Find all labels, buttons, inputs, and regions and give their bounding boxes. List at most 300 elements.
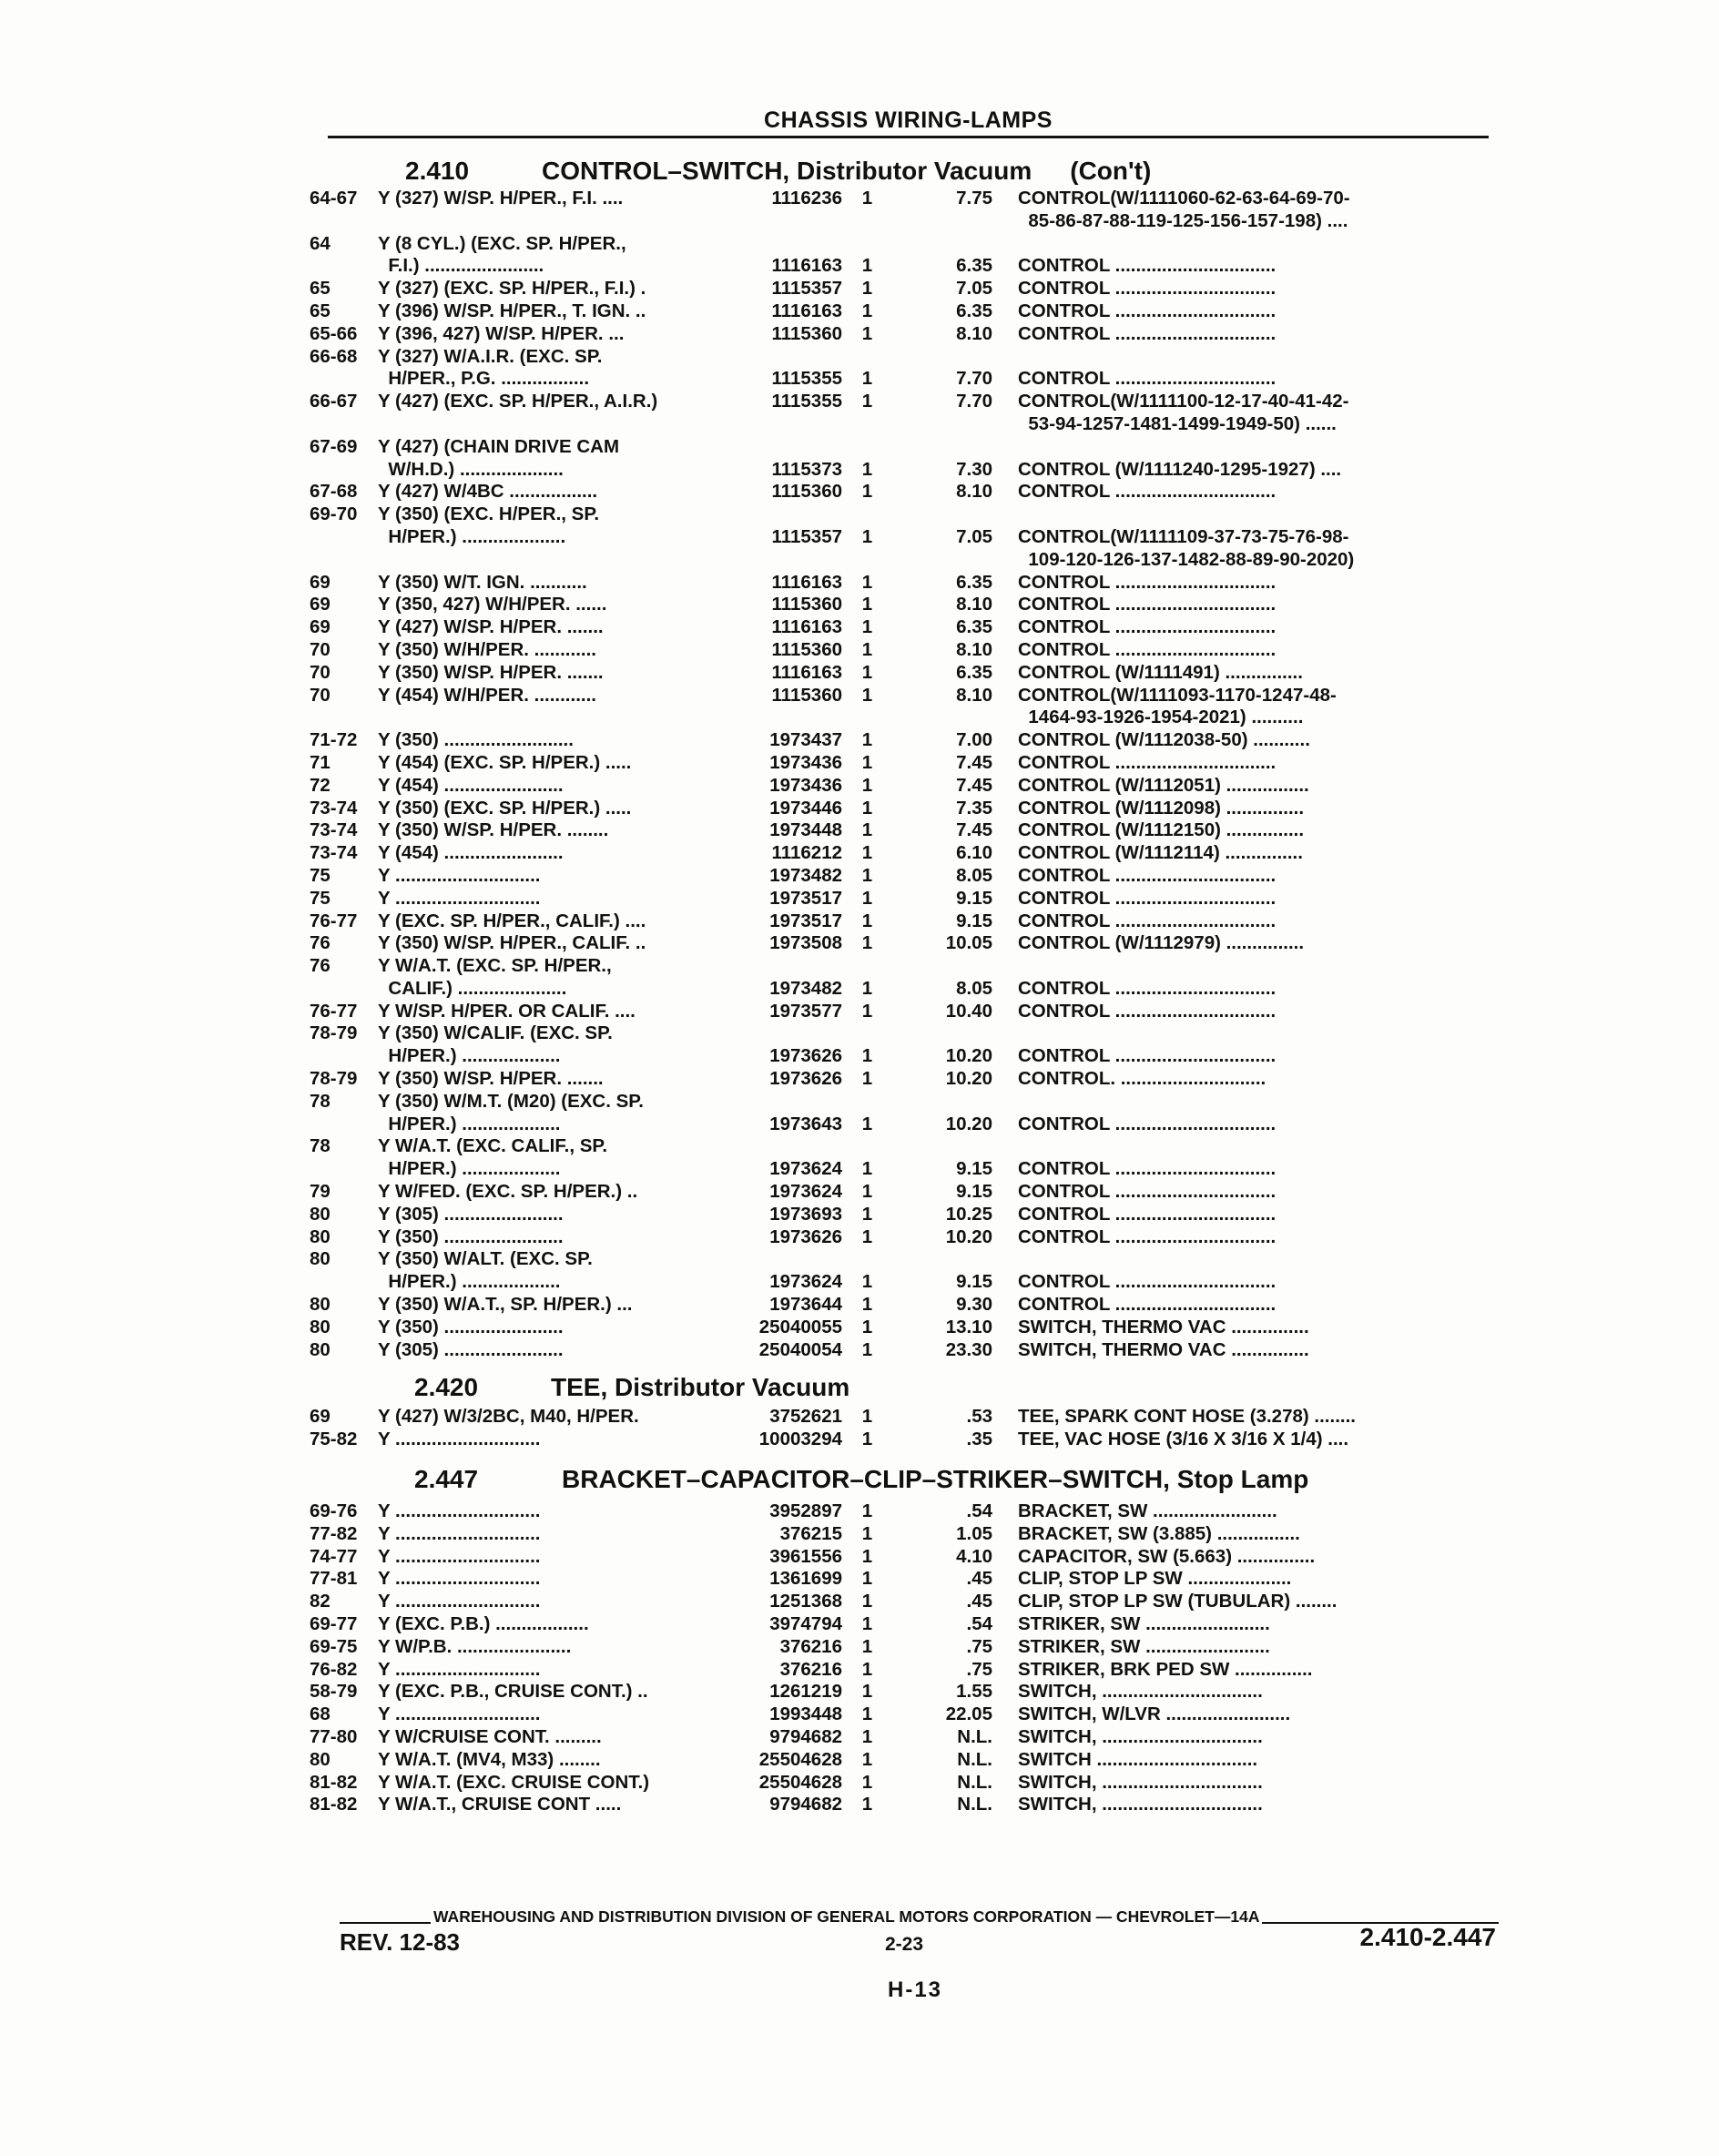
year-cell: 80 — [310, 1748, 331, 1770]
part-name-cell: CONTROL (W/1111240-1295-1927) .... — [1018, 458, 1342, 480]
table-row — [310, 503, 1502, 526]
description-cell: Y (350) W/CALIF. (EXC. SP. — [378, 1022, 613, 1044]
price-cell: 6.35 — [956, 300, 992, 321]
year-cell: 65-66 — [310, 322, 358, 344]
part-number-cell: 3752621 — [769, 1406, 842, 1427]
part-name-cell: STRIKER, SW ........................ — [1018, 1612, 1270, 1634]
year-cell: 78 — [310, 1090, 331, 1112]
table-row — [310, 459, 1502, 482]
description-cell: Y W/A.T. (MV4, M33) ........ — [378, 1748, 601, 1770]
part-number-cell: 25504628 — [758, 1748, 842, 1770]
quantity-cell: 1 — [861, 1000, 873, 1022]
table-row — [310, 798, 1502, 820]
year-cell: 76-82 — [310, 1658, 358, 1680]
description-cell: Y (454) ....................... — [378, 774, 564, 796]
description-cell: Y (350) W/SP. H/PER. ....... — [378, 661, 604, 683]
part-name-cell: TEE, VAC HOSE (3/16 X 3/16 X 1/4) .... — [1018, 1428, 1349, 1449]
part-number-cell: 1115360 — [771, 638, 842, 660]
year-cell: 80 — [310, 1316, 331, 1337]
quantity-cell: 1 — [861, 458, 873, 480]
table-row — [310, 255, 1502, 278]
table-row — [310, 1294, 1502, 1317]
part-number-cell: 25040055 — [758, 1316, 842, 1337]
price-cell: 10.20 — [945, 1225, 992, 1247]
table-row — [310, 1523, 1502, 1546]
price-cell: 7.75 — [956, 188, 992, 208]
description-cell: Y (EXC. SP. H/PER., CALIF.) .... — [378, 910, 646, 931]
price-cell: .54 — [966, 1500, 992, 1521]
quantity-cell: 1 — [861, 391, 873, 412]
description-cell: Y (350) (EXC. SP. H/PER.) ..... — [378, 797, 632, 819]
part-name-cell: CONTROL ............................... — [1018, 255, 1277, 277]
table-row — [310, 436, 1502, 459]
price-cell: 9.15 — [956, 910, 992, 931]
table-row — [310, 481, 1502, 503]
year-cell: 71-72 — [310, 729, 358, 751]
part-number-cell: 1973624 — [769, 1271, 842, 1293]
part-name-cell: SWITCH, ............................... — [1018, 1794, 1263, 1815]
table-row — [310, 1204, 1502, 1226]
part-number-cell: 1973626 — [769, 1045, 842, 1067]
section-number: 2.447 — [414, 1465, 479, 1493]
page-code: H-13 — [888, 1978, 943, 2002]
part-name-cell: CONTROL ............................... — [1018, 368, 1277, 390]
part-name-cell: CONTROL ............................... — [1018, 1203, 1277, 1225]
quantity-cell: 1 — [861, 1203, 873, 1225]
description-cell: Y W/A.T. (EXC. CRUISE CONT.) — [378, 1771, 650, 1793]
description-cell: Y W/CRUISE CONT. ......... — [378, 1725, 602, 1747]
table-row — [310, 932, 1502, 955]
part-name-cell: CONTROL ............................... — [1018, 616, 1277, 638]
part-name-cell: BRACKET, SW ........................ — [1018, 1500, 1277, 1521]
section-number: 2.420 — [414, 1373, 479, 1401]
year-cell: 68 — [310, 1703, 331, 1725]
price-cell: N.L. — [957, 1725, 992, 1747]
quantity-cell: 1 — [861, 1568, 873, 1590]
year-cell: 69 — [310, 1406, 331, 1427]
description-cell: Y (427) (EXC. SP. H/PER., A.I.R.) — [378, 391, 658, 412]
footer-division-line — [340, 1907, 1499, 1927]
quantity-cell: 1 — [861, 616, 873, 638]
description-cell: Y ............................ — [378, 1568, 541, 1590]
table-row — [310, 729, 1502, 752]
price-cell: 13.10 — [945, 1316, 992, 1337]
quantity-cell: 1 — [861, 1658, 873, 1680]
part-name-cell: CONTROL ............................... — [1018, 1045, 1277, 1067]
year-cell: 58-79 — [310, 1681, 358, 1703]
part-name-cell: CONTROL ............................... — [1018, 278, 1277, 300]
quantity-cell: 1 — [861, 368, 873, 390]
quantity-cell: 1 — [861, 638, 873, 660]
quantity-cell: 1 — [861, 1725, 873, 1747]
part-name-cell: SWITCH, THERMO VAC ............... — [1018, 1316, 1309, 1337]
quantity-cell: 1 — [861, 1681, 873, 1703]
price-cell: 7.35 — [956, 797, 992, 819]
part-name-cell: CONTROL ............................... — [1018, 571, 1277, 593]
table-row — [310, 1114, 1502, 1136]
part-number-cell: 1973624 — [769, 1181, 842, 1203]
quantity-cell: 1 — [861, 751, 873, 773]
table-row — [310, 1591, 1502, 1613]
year-cell: 80 — [310, 1203, 331, 1225]
part-number-cell: 9794682 — [769, 1794, 842, 1815]
price-cell: .45 — [966, 1568, 992, 1590]
year-cell: 75-82 — [310, 1428, 358, 1449]
section-heading-2410 — [405, 157, 1151, 186]
price-cell: 7.45 — [956, 819, 992, 841]
table-row — [310, 1636, 1502, 1659]
year-cell: 76 — [310, 932, 331, 954]
part-name-cell: CONTROL(W/1111109-37-73-75-76-98- — [1018, 525, 1349, 547]
part-number-cell: 1973517 — [769, 910, 842, 931]
year-cell: 78 — [310, 1135, 331, 1157]
description-cell: Y W/SP. H/PER. OR CALIF. .... — [378, 1000, 636, 1022]
table-row — [310, 955, 1502, 978]
part-name-cell: CONTROL ............................... — [1018, 887, 1277, 909]
part-number-cell: 376216 — [779, 1635, 842, 1657]
quantity-cell: 1 — [861, 1635, 873, 1657]
quantity-cell: 1 — [861, 1794, 873, 1815]
price-cell: 9.15 — [956, 1181, 992, 1203]
price-cell: 8.10 — [956, 684, 992, 706]
quantity-cell: 1 — [861, 1158, 873, 1180]
year-cell: 69 — [310, 594, 331, 615]
price-cell: .35 — [966, 1428, 992, 1449]
header-divider — [328, 136, 1489, 138]
quantity-cell: 1 — [861, 255, 873, 277]
quantity-cell: 1 — [861, 1612, 873, 1634]
price-cell: 7.05 — [956, 525, 992, 547]
table-row — [310, 1022, 1502, 1045]
price-cell: .45 — [966, 1591, 992, 1612]
price-cell: 8.10 — [956, 594, 992, 615]
year-cell: 64 — [310, 232, 331, 254]
table-row — [310, 1568, 1502, 1591]
part-number-cell: 1973577 — [769, 1000, 842, 1022]
table-row — [310, 707, 1502, 729]
table-row — [310, 188, 1502, 210]
price-cell: 9.15 — [956, 1271, 992, 1293]
description-cell: Y (8 CYL.) (EXC. SP. H/PER., — [378, 232, 626, 254]
quantity-cell: 1 — [861, 729, 873, 751]
year-cell: 71 — [310, 751, 331, 773]
quantity-cell: 1 — [861, 481, 873, 503]
footer-division: WAREHOUSING AND DISTRIBUTION DIVISION OF GENERAL MOTORS CORPORATION — CHEVROLET—14A — [433, 1907, 1260, 1926]
table-row — [310, 1158, 1502, 1181]
price-cell: 7.70 — [956, 368, 992, 390]
part-number-cell: 1115360 — [771, 322, 842, 344]
price-cell: N.L. — [957, 1794, 992, 1815]
part-number-cell: 1116236 — [771, 188, 842, 208]
description-cell: Y ............................ — [378, 1522, 541, 1544]
quantity-cell: 1 — [861, 1591, 873, 1612]
year-cell: 67-69 — [310, 435, 358, 457]
quantity-cell: 1 — [861, 661, 873, 683]
description-cell: Y (350, 427) W/H/PER. ...... — [378, 594, 607, 615]
quantity-cell: 1 — [861, 1748, 873, 1770]
part-number-cell: 376215 — [779, 1522, 842, 1544]
description-cell: Y (EXC. P.B.) .................. — [378, 1612, 589, 1634]
part-name-cell: SWITCH, ............................... — [1018, 1725, 1263, 1747]
part-name-cell: CONTROL (W/1112979) ............... — [1018, 932, 1305, 954]
quantity-cell: 1 — [861, 1771, 873, 1793]
price-cell: 10.25 — [945, 1203, 992, 1225]
part-number-cell: 1973626 — [769, 1225, 842, 1247]
part-number-cell: 1115360 — [771, 594, 842, 615]
description-cell: Y (350) ......................... — [378, 729, 574, 751]
quantity-cell: 1 — [861, 1406, 873, 1427]
price-cell: 8.10 — [956, 638, 992, 660]
part-number-cell: 1115360 — [771, 684, 842, 706]
section-continued: (Con't) — [1070, 157, 1152, 185]
part-name-cell: SWITCH, THERMO VAC ............... — [1018, 1338, 1309, 1360]
quantity-cell: 1 — [861, 594, 873, 615]
part-name-cell: SWITCH, W/LVR ........................ — [1018, 1703, 1291, 1725]
table-row — [310, 1703, 1502, 1726]
description-cell: Y ............................ — [378, 1428, 541, 1449]
table-row — [310, 278, 1502, 300]
price-cell: 10.40 — [945, 1000, 992, 1022]
year-cell: 80 — [310, 1248, 331, 1270]
part-name-cell: CONTROL (W/1112051) ................ — [1018, 774, 1309, 796]
year-cell: 64-67 — [310, 188, 358, 208]
description-cell: Y (350) W/SP. H/PER., CALIF. .. — [378, 932, 646, 954]
part-number-cell: 376216 — [779, 1658, 842, 1680]
part-name-cell: SWITCH, ............................... — [1018, 1771, 1263, 1793]
table-row — [310, 662, 1502, 685]
table-row — [310, 526, 1502, 549]
quantity-cell: 1 — [861, 684, 873, 706]
part-name-cell: CONTROL(W/1111060-62-63-64-69-70- — [1018, 188, 1350, 208]
part-name-cell: CONTROL ............................... — [1018, 300, 1277, 321]
quantity-cell: 1 — [861, 525, 873, 547]
part-name-cell: CONTROL ............................... — [1018, 1000, 1277, 1022]
price-cell: 10.20 — [945, 1045, 992, 1067]
part-number-cell: 3952897 — [769, 1500, 842, 1521]
quantity-cell: 1 — [861, 1045, 873, 1067]
price-cell: 7.05 — [956, 278, 992, 300]
description-cell: Y (396, 427) W/SP. H/PER. ... — [378, 322, 625, 344]
quantity-cell: 1 — [861, 1316, 873, 1337]
part-name-cell: 53-94-1257-1481-1499-1949-50) ...... — [1018, 412, 1337, 434]
description-cell: Y ............................ — [378, 887, 541, 909]
year-cell: 73-74 — [310, 819, 358, 841]
description-cell: H/PER.) ................... — [378, 1045, 561, 1067]
section-range: 2.410-2.447 — [1359, 1923, 1496, 1951]
description-cell: Y (427) W/SP. H/PER. ....... — [378, 616, 604, 638]
price-cell: .75 — [966, 1635, 992, 1657]
price-cell: 7.45 — [956, 751, 992, 773]
part-name-cell: 1464-93-1926-1954-2021) .......... — [1018, 707, 1304, 728]
table-row — [310, 1226, 1502, 1249]
year-cell: 75 — [310, 887, 331, 909]
part-number-cell: 1973437 — [769, 729, 842, 751]
description-cell: Y (427) W/4BC ................. — [378, 481, 598, 503]
description-cell: Y ............................ — [378, 1658, 541, 1680]
year-cell: 80 — [310, 1225, 331, 1247]
year-cell: 77-82 — [310, 1522, 358, 1544]
part-name-cell: STRIKER, BRK PED SW ............... — [1018, 1658, 1313, 1680]
table-row — [310, 775, 1502, 798]
table-row — [310, 1045, 1502, 1068]
price-cell: 7.45 — [956, 774, 992, 796]
year-cell: 69-77 — [310, 1612, 358, 1634]
part-number-cell: 1115355 — [771, 368, 842, 390]
description-cell: H/PER.) .................... — [378, 525, 566, 547]
description-cell: W/H.D.) .................... — [378, 458, 564, 480]
section-heading-2447 — [414, 1465, 1308, 1494]
year-cell: 80 — [310, 1338, 331, 1360]
description-cell: H/PER.) ................... — [378, 1113, 561, 1134]
description-cell: Y (427) (CHAIN DRIVE CAM — [378, 435, 620, 457]
year-cell: 81-82 — [310, 1794, 358, 1815]
part-name-cell: SWITCH, ............................... — [1018, 1681, 1263, 1703]
part-number-cell: 1973517 — [769, 887, 842, 909]
part-name-cell: CONTROL ............................... — [1018, 1294, 1277, 1316]
part-number-cell: 1116212 — [771, 842, 842, 864]
description-cell: Y ............................ — [378, 1591, 541, 1612]
description-cell: Y (EXC. P.B., CRUISE CONT.) .. — [378, 1681, 648, 1703]
price-cell: 22.05 — [945, 1703, 992, 1725]
year-cell: 67-68 — [310, 481, 358, 503]
description-cell: Y (305) ....................... — [378, 1338, 564, 1360]
part-name-cell: CONTROL ............................... — [1018, 481, 1277, 503]
part-number-cell: 1261219 — [769, 1681, 842, 1703]
year-cell: 81-82 — [310, 1771, 358, 1793]
quantity-cell: 1 — [861, 1338, 873, 1360]
table-row — [310, 1546, 1502, 1569]
table-row — [310, 1406, 1502, 1429]
description-cell: Y (350) ....................... — [378, 1225, 564, 1247]
year-cell: 75 — [310, 864, 331, 886]
year-cell: 69-70 — [310, 503, 358, 525]
part-name-cell: 85-86-87-88-119-125-156-157-198) .... — [1018, 209, 1348, 231]
part-name-cell: CONTROL ............................... — [1018, 594, 1277, 615]
part-number-cell: 1116163 — [771, 255, 842, 277]
table-row — [310, 752, 1502, 775]
part-name-cell: CONTROL (W/1112038-50) ........... — [1018, 729, 1310, 751]
part-name-cell: CLIP, STOP LP SW .................... — [1018, 1568, 1292, 1590]
price-cell: .53 — [966, 1406, 992, 1427]
part-number-cell: 1973448 — [769, 819, 842, 841]
part-number-cell: 1973644 — [769, 1294, 842, 1316]
part-number-cell: 1973482 — [769, 864, 842, 886]
part-number-cell: 1993448 — [769, 1703, 842, 1725]
price-cell: 9.30 — [956, 1294, 992, 1316]
table-row — [310, 594, 1502, 616]
price-cell: 8.05 — [956, 864, 992, 886]
price-cell: 6.35 — [956, 255, 992, 277]
table-row — [310, 210, 1502, 233]
description-cell: Y (350) W/SP. H/PER. ....... — [378, 1068, 604, 1090]
table-row — [310, 1001, 1502, 1023]
price-cell: 6.35 — [956, 616, 992, 638]
table-row — [310, 413, 1502, 436]
revision-date: REV. 12-83 — [340, 1928, 461, 1956]
quantity-cell: 1 — [861, 1522, 873, 1544]
price-cell: N.L. — [957, 1771, 992, 1793]
description-cell: Y (454) (EXC. SP. H/PER.) ..... — [378, 751, 632, 773]
quantity-cell: 1 — [861, 932, 873, 954]
description-cell: Y (327) W/A.I.R. (EXC. SP. — [378, 345, 603, 367]
quantity-cell: 1 — [861, 910, 873, 931]
price-cell: 10.20 — [945, 1113, 992, 1134]
description-cell: Y ............................ — [378, 864, 541, 886]
description-cell: Y (305) ....................... — [378, 1203, 564, 1225]
description-cell: Y (327) W/SP. H/PER., F.I. .... — [378, 188, 624, 208]
part-number-cell: 1973446 — [769, 797, 842, 819]
table-row — [310, 323, 1502, 346]
part-name-cell: CONTROL ............................... — [1018, 1113, 1277, 1134]
part-number-cell: 1973693 — [769, 1203, 842, 1225]
year-cell: 74-77 — [310, 1545, 358, 1567]
table-row — [310, 616, 1502, 639]
table-row — [310, 1135, 1502, 1158]
part-name-cell: CONTROL ............................... — [1018, 751, 1277, 773]
quantity-cell: 1 — [861, 1428, 873, 1449]
part-name-cell: CONTROL ............................... — [1018, 638, 1277, 660]
quantity-cell: 1 — [861, 1113, 873, 1134]
description-cell: H/PER.) ................... — [378, 1158, 561, 1180]
section-title: TEE, Distributor Vacuum — [551, 1373, 850, 1401]
part-name-cell: CONTROL ............................... — [1018, 322, 1277, 344]
part-number-cell: 3961556 — [769, 1545, 842, 1567]
part-name-cell: CONTROL ............................... — [1018, 1158, 1277, 1180]
year-cell: 70 — [310, 661, 331, 683]
part-name-cell: CLIP, STOP LP SW (TUBULAR) ........ — [1018, 1591, 1338, 1612]
table-row — [310, 1613, 1502, 1636]
part-number-cell: 3974794 — [769, 1612, 842, 1634]
year-cell: 76 — [310, 955, 331, 977]
quantity-cell: 1 — [861, 1703, 873, 1725]
price-cell: 1.05 — [956, 1522, 992, 1544]
description-cell: Y (350) W/M.T. (M20) (EXC. SP. — [378, 1090, 645, 1112]
quantity-cell: 1 — [861, 864, 873, 886]
part-name-cell: CONTROL ............................... — [1018, 977, 1277, 999]
part-name-cell: CONTROL (W/1112150) ............... — [1018, 819, 1305, 841]
price-cell: 8.10 — [956, 322, 992, 344]
description-cell: Y (454) ....................... — [378, 842, 564, 864]
year-cell: 66-68 — [310, 345, 358, 367]
description-cell: Y W/FED. (EXC. SP. H/PER.) .. — [378, 1181, 638, 1203]
year-cell: 80 — [310, 1294, 331, 1316]
year-cell: 77-81 — [310, 1568, 358, 1590]
part-name-cell: STRIKER, SW ........................ — [1018, 1635, 1270, 1657]
part-name-cell: CONTROL ............................... — [1018, 910, 1277, 931]
price-cell: 10.20 — [945, 1068, 992, 1090]
table-row — [310, 1794, 1502, 1816]
quantity-cell: 1 — [861, 1500, 873, 1521]
part-number-cell: 1973643 — [769, 1113, 842, 1134]
table-row — [310, 1271, 1502, 1294]
year-cell: 69-75 — [310, 1635, 358, 1657]
part-number-cell: 1973508 — [769, 932, 842, 954]
part-number-cell: 1973482 — [769, 977, 842, 999]
year-cell: 78-79 — [310, 1068, 358, 1090]
part-number-cell: 1115357 — [771, 278, 842, 300]
table-row — [310, 910, 1502, 933]
part-name-cell: CONTROL (W/1112114) ............... — [1018, 842, 1303, 864]
table-row — [310, 819, 1502, 842]
year-cell: 69 — [310, 571, 331, 593]
quantity-cell: 1 — [861, 300, 873, 321]
table-row — [310, 1248, 1502, 1271]
price-cell: 6.35 — [956, 571, 992, 593]
part-number-cell: 1361699 — [769, 1568, 842, 1590]
description-cell: F.I.) ....................... — [378, 255, 544, 277]
quantity-cell: 1 — [861, 1545, 873, 1567]
description-cell: Y ............................ — [378, 1500, 541, 1521]
